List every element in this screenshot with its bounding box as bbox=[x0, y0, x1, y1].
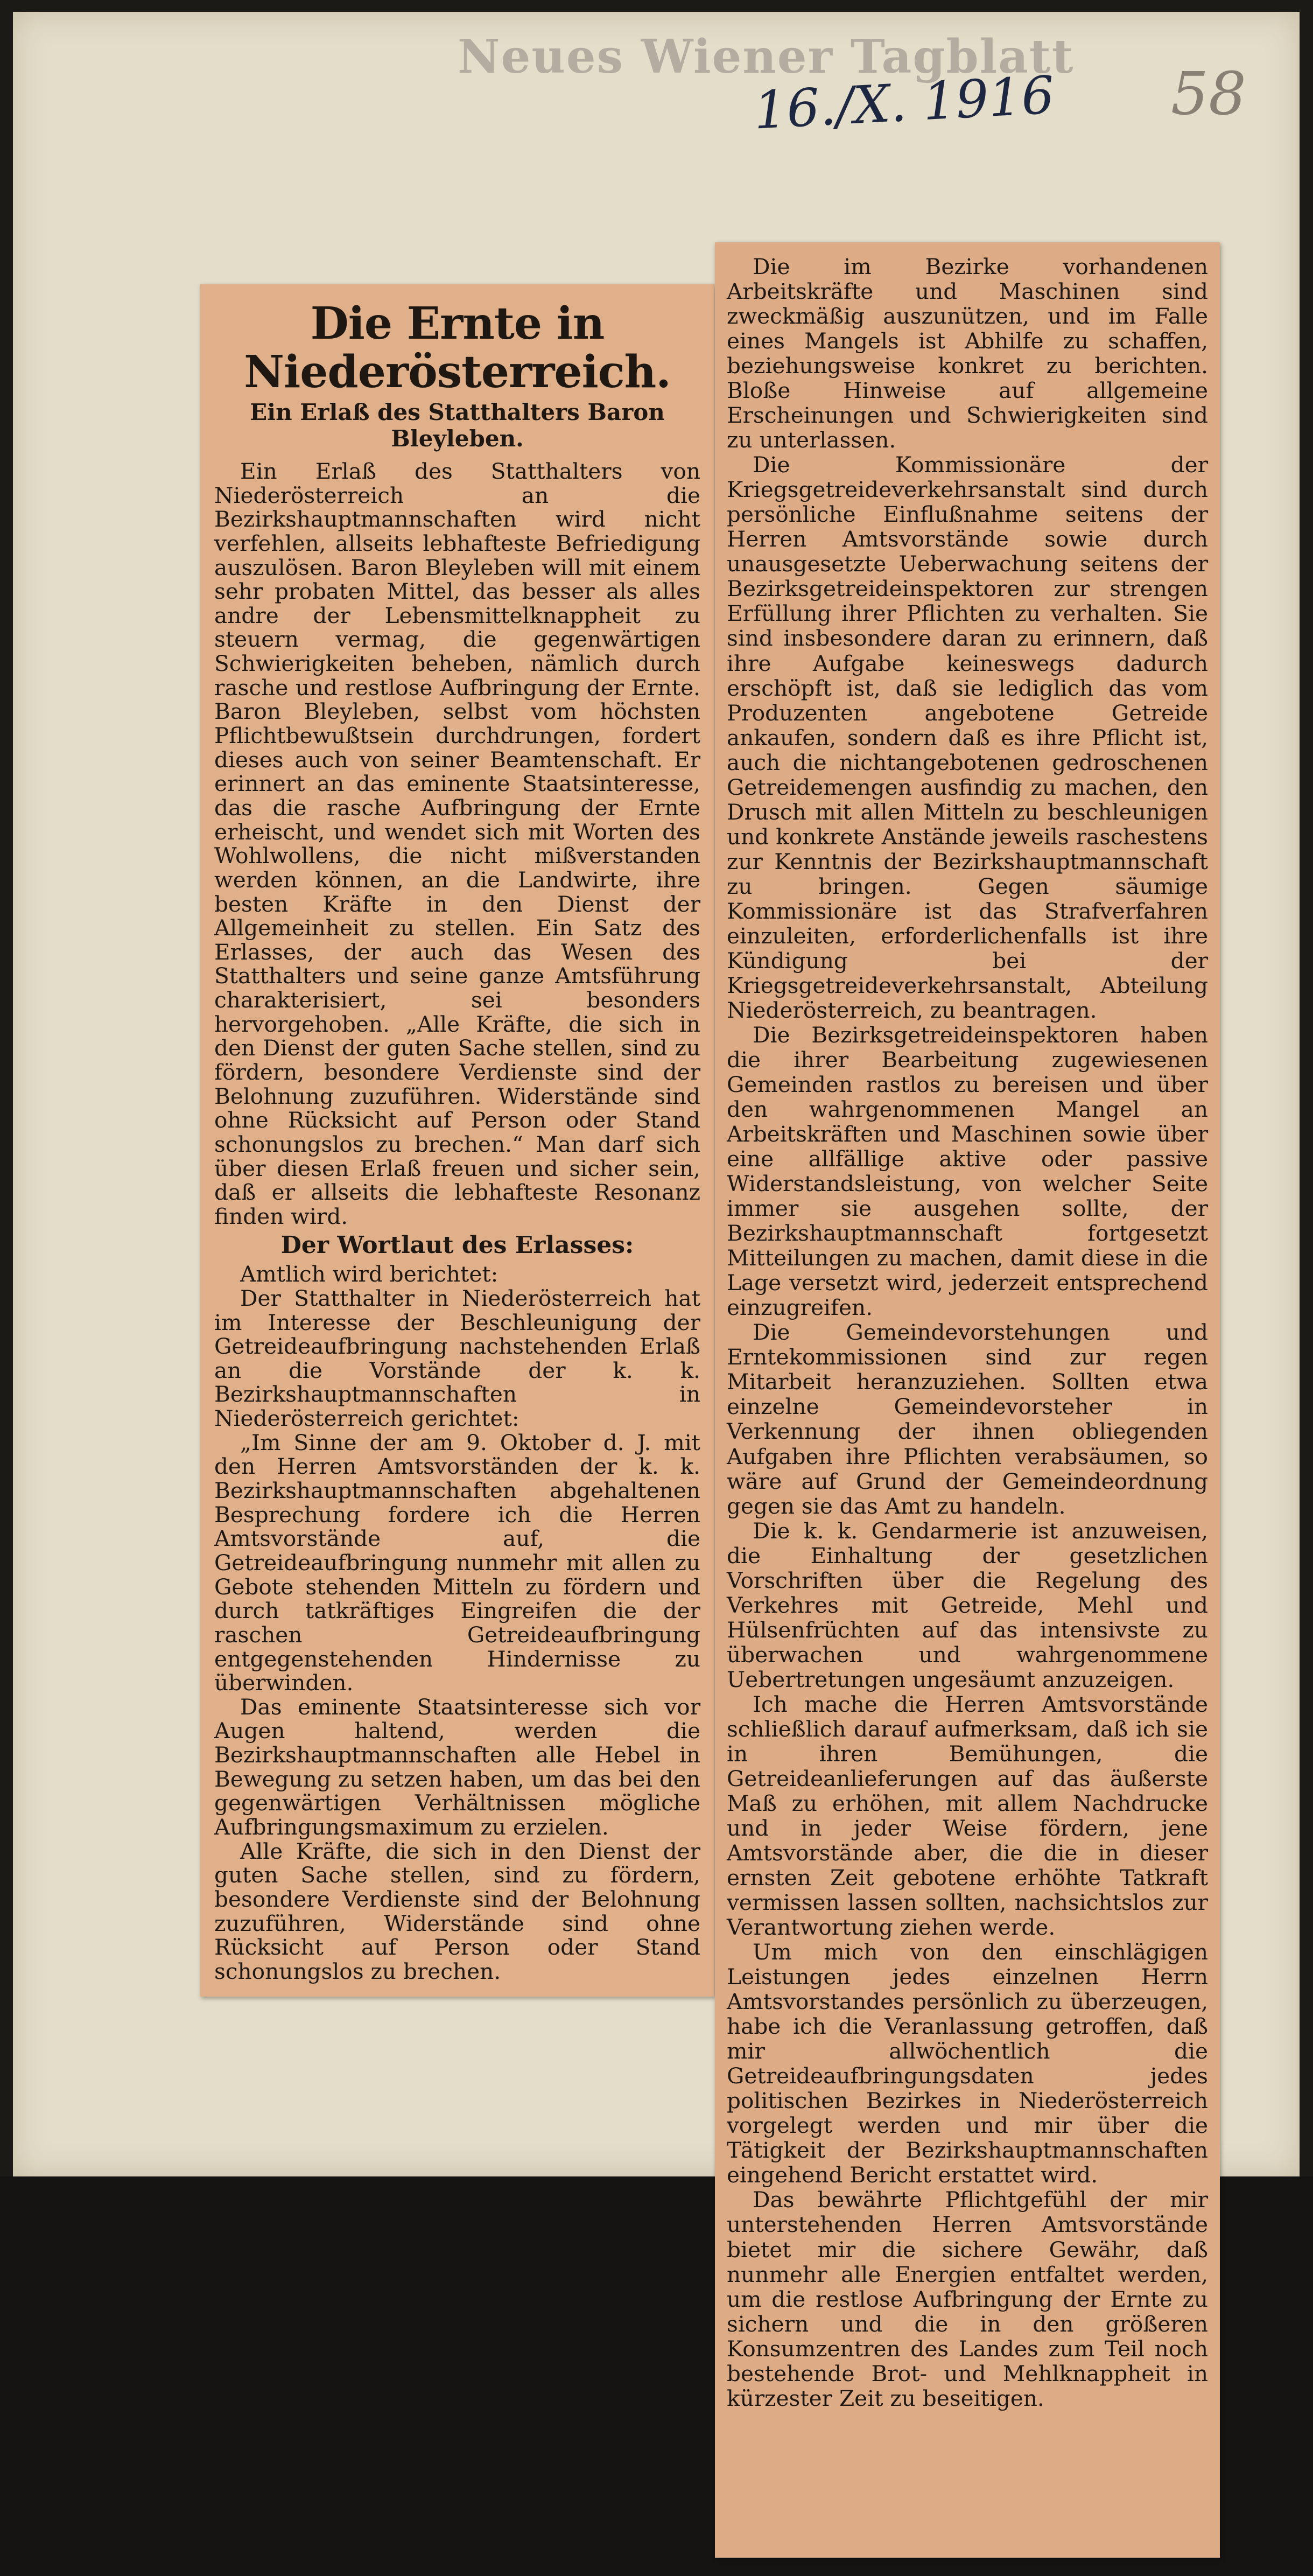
article-body-left bbox=[214, 459, 700, 1984]
clipping-right-column bbox=[715, 242, 1220, 2558]
paragraph-decree-3: Alle Kräfte, die sich in den Dienst der guten Sache stellen, sind zu fördern, besondere Verdienste sind der Belohnung zuzuführen, Widerstände sind ohne Rücksicht auf Person oder Stand schonungslos zu brechen. bbox=[214, 1838, 700, 1984]
section-heading: Der Wortlaut des Erlasses: bbox=[280, 1231, 634, 1259]
handwritten-page-number: 58 bbox=[1171, 59, 1246, 128]
paragraph-commissioners: Die Kommissionäre der Kriegsgetreideverkehrsanstalt sind durch persönliche Einflußnahme seitens der Herren Amtsvorstände sowie durch unausgesetzte Ueberwachung seitens der Bezirksgetreideinspektoren zur strengen Erfüllung ihrer Pflichten zu verhalten. Sie sind insbesondere daran zu erinnern, daß ihre Aufgabe keineswegs dadurch erschöpft ist, daß sie lediglich das vom Produzenten angebotene Getreide ankaufen, sondern daß es ihre Pflicht ist, auch die nichtangebotenen gedroschenen Getreidemengen ausfindig zu machen, den Drusch mit allen Mitteln zu beschleunigen und konkrete Anstände jeweils raschestens zur Kenntnis der Bezirkshauptmannschaft zu bringen. Gegen säumige Kommissionäre ist das Strafverfahren einzuleiten, erforderlichenfalls ist ihre Kündigung bei der Kriegsgetreideverkehrsanstalt, Abteilung Niederösterreich, zu beantragen. bbox=[727, 452, 1208, 1023]
paragraph-statthalter: Der Statthalter in Niederösterreich hat im Interesse der Beschleunigung der Getreideaufbringung nachstehenden Erlaß an die Vorstände der k. k. Bezirkshauptmannschaften in Niederösterreich gerichtet: bbox=[214, 1285, 700, 1432]
article-headline: Die Ernte in Niederösterreich. bbox=[244, 298, 671, 398]
clipping-left-column bbox=[200, 284, 714, 1997]
handwritten-date: 16./X. 1916 bbox=[752, 65, 1056, 141]
article-subheadline: Ein Erlaß des Statthalters Baron Bleyleben. bbox=[250, 399, 665, 452]
newspaper-stamp: Neues Wiener Tagblatt bbox=[458, 30, 1075, 84]
paragraph-decree-2: Das eminente Staatsinteresse sich vor Augen haltend, werden die Bezirkshauptmannschaften alle Hebel in Bewegung zu setzen haben, um das bei den gegenwärtigen Verhältnissen mögliche Aufbringungsmaximum zu erzielen. bbox=[214, 1693, 700, 1840]
paragraph-intro: Ein Erlaß des Statthalters von Niederösterreich an die Bezirkshauptmannschaften wird nicht verfehlen, allseits lebhafteste Befriedigung auszulösen. Baron Bleyleben will mit einem sehr probaten Mittel, das besser als alles andre der Lebensmittelknappheit zu steuern vermag, die gegenwärtigen Schwierigkeiten beheben, nämlich durch rasche und restlose Aufbringung der Ernte. Baron Bleyleben, selbst vom höchsten Pflichtbewußtsein durchdrungen, fordert dieses auch von seiner Beamtenschaft. Er erinnert an das eminente Staatsinteresse, das die rasche Aufbringung der Ernte erheischt, und wendet sich mit Worten des Wohlwollens, die nicht mißverstanden werden können, an die Landwirte, ihre besten Kräfte in den Dienst der Allgemeinheit zu stellen. Ein Satz des Erlasses, der auch das Wesen des Statthalters und seine ganze Amtsführung charakterisiert, sei besonders hervorgehoben. „Alle Kräfte, die sich in den Dienst der guten Sache stellen, sind zu fördern, besondere Verdienste sind der Belohnung zuzuführen. Widerstände sind ohne Rücksicht auf Person oder Stand schonungslos zu brechen.“ Man darf sich über diesen Erlaß freuen und sicher sein, daß er allseits die lebhafteste Resonanz finden wird. bbox=[214, 458, 700, 1229]
paragraph-decree-1: „Im Sinne der am 9. Oktober d. J. mit den Herren Amtsvorständen der k. k. Bezirkshauptmannschaften abgehaltenen Besprechung fordere ich die Herren Amtsvorstände auf, die Getreideaufbringung nunmehr mit allen zu Gebote stehenden Mitteln zu fördern und durch tatkräftiges Eingreifen die der raschen Getreideaufbringung entgegenstehenden Hindernisse zu überwinden. bbox=[214, 1429, 700, 1696]
paragraph-warning: Ich mache die Herren Amtsvorstände schließlich darauf aufmerksam, daß ich sie in ihren Bemühungen, die Getreideanlieferungen auf das äußerste Maß zu erhöhen, mit allem Nachdrucke und in jeder Weise fördern, jene Amtsvorstände aber, die die in dieser ernsten Zeit gebotene erhöhte Tatkraft vermissen lassen sollten, nachsichtslos zur Verantwortung ziehen werde. bbox=[727, 1691, 1208, 1941]
paragraph-gendarmerie: Die k. k. Gendarmerie ist anzuweisen, die Einhaltung der gesetzlichen Vorschriften über die Regelung des Verkehres mit Getreide, Mehl und Hülsenfrüchten auf das intensivste zu überwachen und wahrgenommene Uebertretungen ungesäumt anzuzeigen. bbox=[727, 1517, 1208, 1692]
paragraph-municipalities: Die Gemeindevorstehungen und Erntekommissionen sind zur regen Mitarbeit heranzuziehen. Sollten etwa einzelne Gemeindevorsteher in Verkennung der ihnen obliegenden Aufgaben ihre Pflichten verabsäumen, so wäre auf Grund der Gemeindeordnung gegen sie das Amt zu handeln. bbox=[727, 1319, 1208, 1519]
paragraph-weekly-reports: Um mich von den einschlägigen Leistungen jedes einzelnen Herrn Amtsvorstandes persönlich zu überzeugen, habe ich die Veranlassung getroffen, daß mir allwöchentlich die Getreideaufbringungsdaten jedes politischen Bezirkes in Niederösterreich vorgelegt werden und mir über die Tätigkeit der Bezirkshauptmannschaften eingehend Bericht erstattet wird. bbox=[727, 1939, 1208, 2188]
paragraph-inspectors: Die Bezirksgetreideinspektoren haben die ihrer Bearbeitung zugewiesenen Gemeinden rastlos zu bereisen und über den wahrgenommenen Mangel an Arbeitskräften und Maschinen sowie über eine allfällige aktive oder passive Widerstandsleistung, von welcher Seite immer sie ausgehen sollte, der Bezirkshauptmannschaft fortgesetzt Mitteilungen zu machen, damit diese in die Lage versetzt wird, jederzeit entsprechend einzugreifen. bbox=[727, 1021, 1208, 1321]
paragraph-workforce: Die im Bezirke vorhandenen Arbeitskräfte und Maschinen sind zweckmäßig auszunützen, und im Falle eines Mangels ist Abhilfe zu schaffen, beziehungsweise konkret zu berichten. Bloße Hinweise auf allgemeine Erscheinungen und Schwierigkeiten sind zu unterlassen. bbox=[727, 254, 1208, 453]
paragraph-official: Amtlich wird berichtet: bbox=[240, 1261, 498, 1287]
article-body-right bbox=[727, 254, 1208, 2411]
paragraph-closing: Das bewährte Pflichtgefühl der mir unterstehenden Herren Amtsvorstände bietet mir die sichere Gewähr, daß nunmehr alle Energien entfaltet werden, um die restlose Aufbringung der Ernte zu sichern und die in den größeren Konsumzentren des Landes zum Teil noch bestehende Brot- und Mehlknappheit in kürzester Zeit zu beseitigen. bbox=[727, 2187, 1208, 2411]
